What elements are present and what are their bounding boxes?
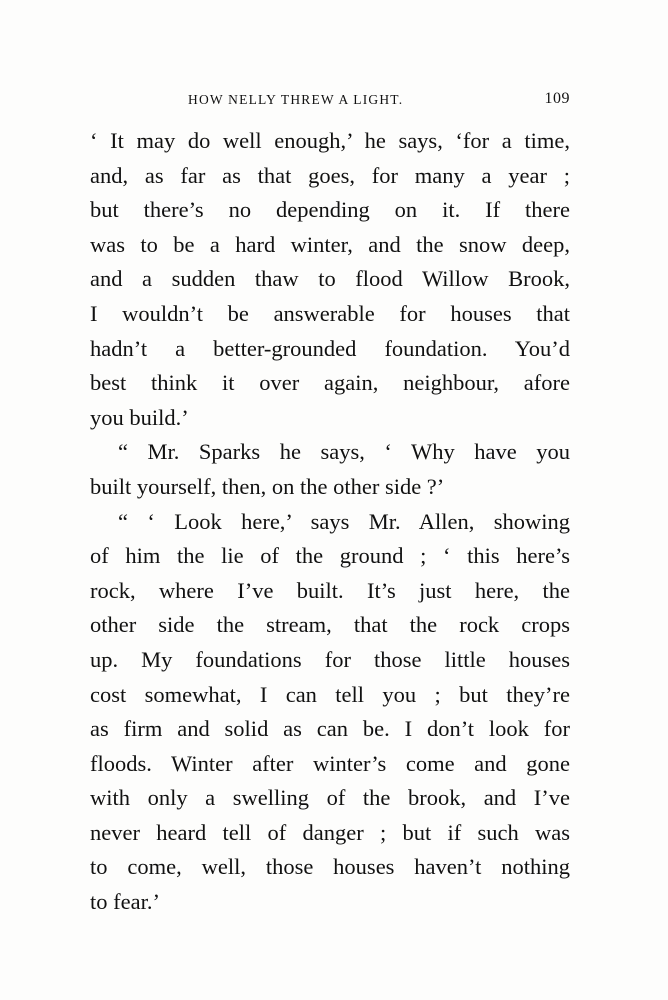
page-number: 109 (544, 90, 570, 107)
text-line: built yourself, then, on the other side ?’ (90, 473, 445, 499)
book-page (90, 84, 570, 920)
text-line: as firm and solid as can be. I don’t look for (90, 716, 570, 742)
text-line: floods. Winter after winter’s come and gone (90, 750, 570, 776)
text-line: cost somewhat, I can tell you ; but they’re (90, 681, 570, 707)
text-line: was to be a hard winter, and the snow deep, (90, 231, 570, 257)
text-line: hadn’t a better-grounded foundation. You’d (90, 335, 570, 361)
text-line: “ Mr. Sparks he says, ‘ Why have you (118, 439, 570, 465)
text-line: never heard tell of danger ; but if such was (90, 819, 570, 845)
running-head (90, 84, 570, 114)
text-line: to come, well, those houses haven’t nothing (90, 854, 570, 880)
text-line: you build.’ (90, 404, 189, 430)
text-line: and, as far as that goes, for many a year ; (90, 162, 570, 188)
text-line: “ ‘ Look here,’ says Mr. Allen, showing (118, 508, 570, 534)
text-line: best think it over again, neighbour, afore (90, 370, 570, 396)
running-title: HOW NELLY THREW A LIGHT. (188, 92, 404, 107)
text-line: rock, where I’ve built. It’s just here, the (90, 577, 570, 603)
text-line: to fear.’ (90, 889, 160, 915)
text-line: I wouldn’t be answerable for houses that (90, 300, 570, 326)
body-text (90, 124, 570, 920)
text-line: but there’s no depending on it. If there (90, 197, 570, 223)
text-line: and a sudden thaw to flood Willow Brook, (90, 266, 570, 292)
text-line: ‘ It may do well enough,’ he says, ‘for a time, (90, 128, 570, 153)
text-line: up. My foundations for those little houses (90, 646, 570, 672)
text-line: with only a swelling of the brook, and I’ve (90, 785, 570, 811)
text-line: other side the stream, that the rock crops (90, 612, 570, 638)
text-line: of him the lie of the ground ; ‘ this here’s (90, 543, 570, 569)
